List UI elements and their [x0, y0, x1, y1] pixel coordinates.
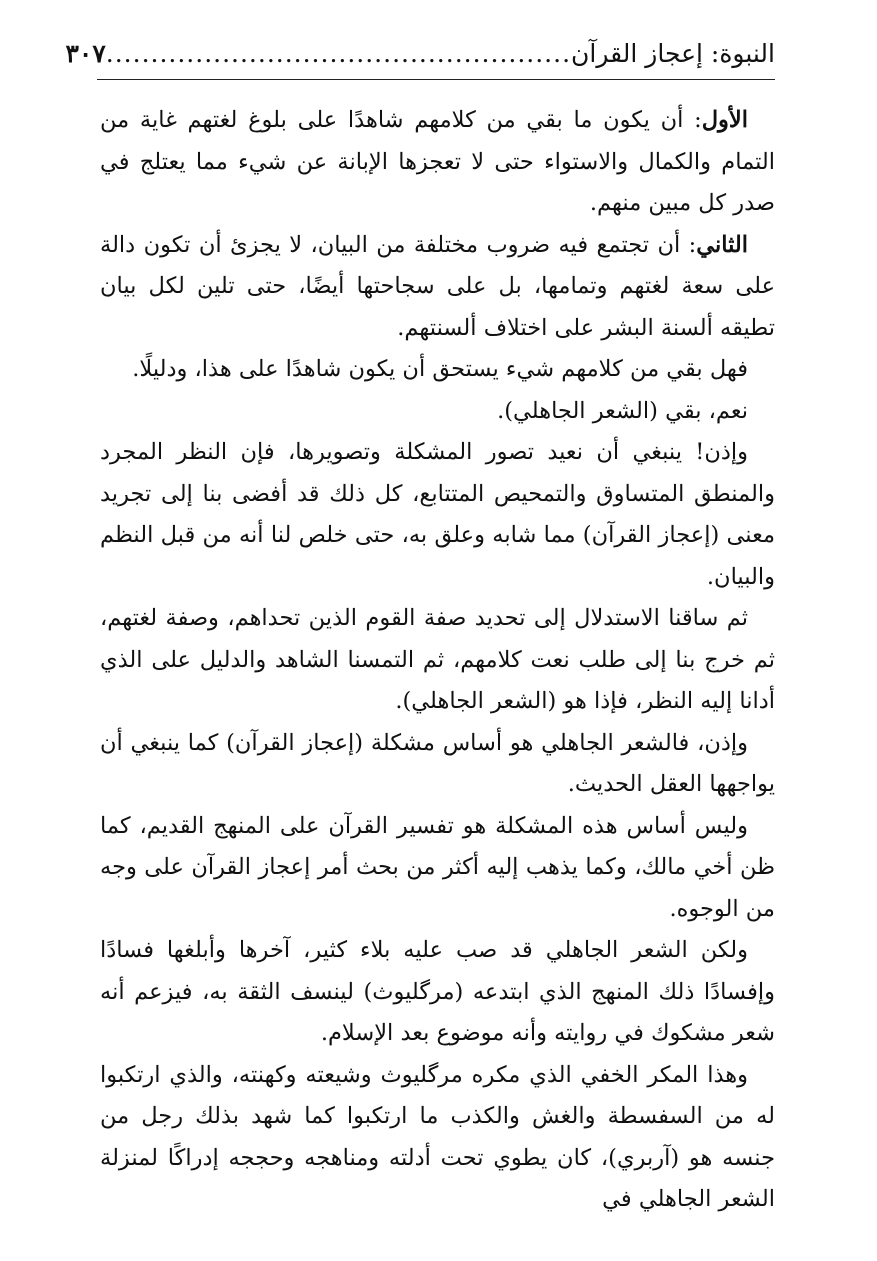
running-header	[65, 32, 775, 76]
page-number: ٣٠٧	[65, 39, 106, 68]
paragraph-text: وإذن، فالشعر الجاهلي هو أساس مشكلة (إعجاز القرآن) كما ينبغي أن يواجهها العقل الحديث.	[100, 729, 775, 797]
paragraph	[100, 806, 775, 931]
paragraph	[100, 598, 775, 723]
page-body	[100, 100, 775, 1212]
paragraph-term: الثاني	[696, 231, 748, 258]
header-title: النبوة: إعجاز القرآن	[571, 39, 775, 68]
paragraph	[100, 432, 775, 598]
paragraph	[100, 723, 775, 806]
paragraph	[100, 391, 775, 433]
paragraph-text: : أن تجتمع فيه ضروب مختلفة من البيان، لا يجزئ أن تكون دالة على سعة لغتهم وتمامها، بل على سجاحتها أيضًا، حتى تلين لكل بيان تطيقه ألسنة البشر على اختلاف ألسنتهم.	[100, 231, 775, 341]
header-leader-dots: ....................................................	[105, 39, 572, 68]
paragraph	[100, 1055, 775, 1221]
header-rule	[97, 79, 775, 80]
paragraph-text: وليس أساس هذه المشكلة هو تفسير القرآن على المنهج القديم، كما ظن أخي مالك، وكما يذهب إليه أكثر من بحث أمر إعجاز القرآن على وجه من الوجوه.	[100, 812, 775, 922]
paragraph	[100, 349, 775, 391]
paragraph-text: ولكن الشعر الجاهلي قد صب عليه بلاء كثير، آخرها وأبلغها فسادًا وإفسادًا ذلك المنهج الذي ابتدعه (مرگليوث) لينسف الثقة به، فيزعم أنه شعر مشكوك في روايته وأنه موضوع بعد الإسلام.	[100, 937, 775, 1046]
paragraph-text: نعم، بقي (الشعر الجاهلي).	[497, 397, 748, 424]
paragraph	[100, 930, 775, 1055]
paragraph-text: ثم ساقنا الاستدلال إلى تحديد صفة القوم الذين تحداهم، وصفة لغتهم، ثم خرج بنا إلى طلب نعت كلامهم، ثم التمسنا الشاهد والدليل على الذي أدانا إليه النظر، فإذا هو (الشعر الجاهلي).	[100, 605, 775, 714]
paragraph-text: : أن يكون ما بقي من كلامهم شاهدًا على بلوغ لغتهم غاية من التمام والكمال والاستواء حتى لا تعجزها الإبانة عن شيء مما يعتلج في صدر كل مبين منهم.	[100, 107, 775, 216]
paragraph-term: الأول	[701, 107, 748, 133]
paragraph	[100, 100, 775, 225]
paragraph	[100, 225, 775, 350]
paragraph-text: فهل بقي من كلامهم شيء يستحق أن يكون شاهدًا على هذا، ودليلًا.	[132, 356, 748, 382]
paragraph-text: وهذا المكر الخفي الذي مكره مرگليوث وشيعته وكهنته، والذي ارتكبوا له من السفسطة والغش والكذب ما ارتكبوا كما شهد بذلك رجل من جنسه هو (آربري)، كان يطوي تحت أدلته ومناهجه وحججه إدراكًا لمنزلة الشعر الجاهلي في	[100, 1061, 775, 1212]
paragraph-text: وإذن! ينبغي أن نعيد تصور المشكلة وتصويرها، فإن النظر المجرد والمنطق المتساوق والتمحيص المتتابع، كل ذلك قد أفضى بنا إلى تجريد معنى (إعجاز القرآن) مما شابه وعلق به، حتى خلص لنا أنه من قبل النظم والبيان.	[100, 439, 775, 590]
